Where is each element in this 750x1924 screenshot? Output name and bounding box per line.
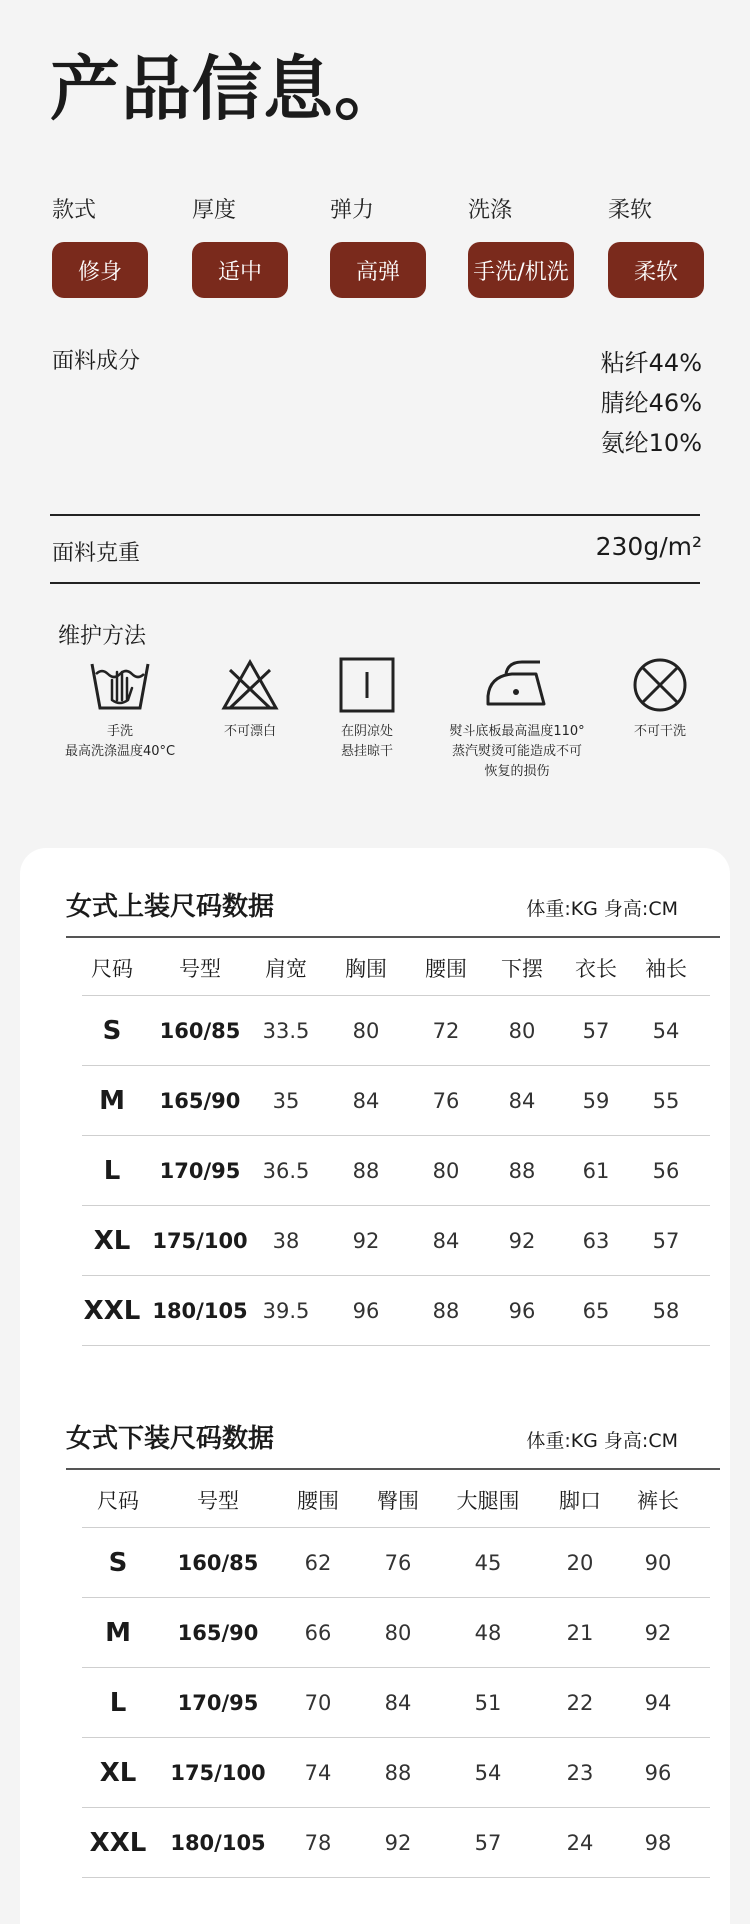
table-cell: 96 xyxy=(352,1298,380,1323)
size-cell: XXL xyxy=(83,1295,141,1326)
bottom-table-unit: 体重:KG 身高:CM xyxy=(526,1430,678,1452)
table-row xyxy=(82,1206,710,1276)
table-cell: 48 xyxy=(474,1620,502,1645)
table-cell: 39.5 xyxy=(262,1298,310,1323)
header-cell: 尺码 xyxy=(91,956,133,981)
table-header-row xyxy=(82,940,710,996)
bottom-size-table xyxy=(82,1472,710,1878)
header-cell: 下摆 xyxy=(501,956,543,981)
care-text: 蒸汽熨烫可能造成不可 xyxy=(451,744,582,759)
care-item-iron xyxy=(432,656,602,782)
size-cell: L xyxy=(109,1687,127,1718)
table-row xyxy=(82,1136,710,1206)
table-cell: 72 xyxy=(432,1018,460,1043)
table-cell: 70 xyxy=(304,1690,332,1715)
divider xyxy=(66,936,720,938)
care-text: 不可干洗 xyxy=(633,724,686,739)
header-cell: 号型 xyxy=(179,956,221,981)
table-cell: 56 xyxy=(652,1158,680,1183)
table-cell: 84 xyxy=(352,1088,380,1113)
care-item-no-bleach xyxy=(208,656,292,742)
size-cell: S xyxy=(108,1547,128,1578)
table-cell: 98 xyxy=(644,1830,672,1855)
care-item-hand-wash xyxy=(50,656,190,762)
table-cell: 24 xyxy=(566,1830,594,1855)
table-cell: 63 xyxy=(582,1228,610,1253)
top-size-table xyxy=(82,940,710,1346)
model-cell: 170/95 xyxy=(159,1158,241,1183)
fabric-value: 氨纶10% xyxy=(600,429,702,457)
table-header-row xyxy=(82,1472,710,1528)
size-cell: M xyxy=(99,1085,125,1116)
model-cell: 160/85 xyxy=(177,1550,259,1575)
attribute-chip: 柔软 xyxy=(608,242,704,298)
table-cell: 54 xyxy=(652,1018,680,1043)
table-cell: 76 xyxy=(432,1088,460,1113)
page-title: 产品信息。 xyxy=(50,48,405,130)
table-cell: 74 xyxy=(304,1760,332,1785)
table-cell: 57 xyxy=(474,1830,502,1855)
table-cell: 92 xyxy=(644,1620,672,1645)
header-cell: 腰围 xyxy=(297,1488,339,1513)
header-cell: 肩宽 xyxy=(265,956,307,981)
fabric-label: 面料成分 xyxy=(52,349,141,374)
table-cell: 96 xyxy=(644,1760,672,1785)
attribute-chip: 修身 xyxy=(52,242,148,298)
no-bleach-icon xyxy=(220,656,280,714)
header-cell: 号型 xyxy=(197,1488,239,1513)
divider xyxy=(66,1468,720,1470)
line-dry-shade-icon xyxy=(338,656,396,714)
table-row xyxy=(82,1808,710,1878)
table-cell: 78 xyxy=(304,1830,332,1855)
size-cell: M xyxy=(105,1617,131,1648)
attribute-softness xyxy=(608,196,708,285)
model-cell: 175/100 xyxy=(170,1760,266,1785)
table-row xyxy=(82,1276,710,1346)
hand-wash-icon xyxy=(88,656,152,714)
table-cell: 58 xyxy=(652,1298,680,1323)
table-cell: 92 xyxy=(352,1228,380,1253)
table-cell: 51 xyxy=(474,1690,502,1715)
attribute-label: 柔软 xyxy=(608,198,653,223)
care-title: 维护方法 xyxy=(58,624,147,649)
table-row xyxy=(82,1668,710,1738)
top-table-unit: 体重:KG 身高:CM xyxy=(526,898,678,920)
table-cell: 66 xyxy=(304,1620,332,1645)
table-cell: 84 xyxy=(384,1690,412,1715)
table-cell: 57 xyxy=(652,1228,680,1253)
top-table-title: 女式上装尺码数据 xyxy=(66,892,275,922)
table-cell: 22 xyxy=(566,1690,594,1715)
fabric-value: 粘纤44% xyxy=(600,349,702,377)
header-cell: 胸围 xyxy=(345,956,387,981)
table-cell: 33.5 xyxy=(262,1018,310,1043)
table-cell: 84 xyxy=(508,1088,536,1113)
fabric-composition xyxy=(601,343,702,463)
iron-icon xyxy=(482,656,552,714)
header-cell: 大腿围 xyxy=(456,1488,520,1513)
care-item-no-dry-clean xyxy=(620,656,700,742)
table-cell: 21 xyxy=(566,1620,594,1645)
care-text: 恢复的损伤 xyxy=(484,764,550,779)
model-cell: 180/105 xyxy=(152,1298,248,1323)
bottom-table-title: 女式下装尺码数据 xyxy=(66,1424,275,1454)
attribute-chip: 高弹 xyxy=(330,242,426,298)
attribute-label: 款式 xyxy=(52,198,97,223)
care-text: 最高洗涤温度40°C xyxy=(64,744,176,759)
table-row xyxy=(82,1066,710,1136)
attribute-label: 洗涤 xyxy=(468,198,513,223)
header-cell: 臀围 xyxy=(377,1488,419,1513)
header-cell: 袖长 xyxy=(645,956,687,981)
attribute-chip: 手洗/机洗 xyxy=(468,242,574,298)
model-cell: 165/90 xyxy=(177,1620,259,1645)
attribute-thickness xyxy=(192,196,292,285)
table-cell: 35 xyxy=(272,1088,300,1113)
size-cell: XL xyxy=(99,1757,137,1788)
table-cell: 90 xyxy=(644,1550,672,1575)
table-cell: 88 xyxy=(508,1158,536,1183)
divider xyxy=(50,514,700,516)
header-cell: 腰围 xyxy=(425,956,467,981)
size-cell: S xyxy=(102,1015,122,1046)
table-cell: 94 xyxy=(644,1690,672,1715)
attribute-style xyxy=(52,196,152,285)
care-item-line-dry xyxy=(322,656,412,762)
table-cell: 84 xyxy=(432,1228,460,1253)
table-cell: 88 xyxy=(432,1298,460,1323)
model-cell: 175/100 xyxy=(152,1228,248,1253)
attribute-label: 厚度 xyxy=(192,198,237,223)
table-row xyxy=(82,996,710,1066)
weight-value: 230g/m² xyxy=(595,532,702,561)
weight-label: 面料克重 xyxy=(52,541,141,566)
header-cell: 裤长 xyxy=(637,1488,679,1513)
attribute-chip: 适中 xyxy=(192,242,288,298)
model-cell: 165/90 xyxy=(159,1088,241,1113)
table-row xyxy=(82,1598,710,1668)
header-cell: 衣长 xyxy=(575,956,617,981)
table-cell: 45 xyxy=(474,1550,502,1575)
table-cell: 59 xyxy=(582,1088,610,1113)
table-cell: 62 xyxy=(304,1550,332,1575)
table-cell: 80 xyxy=(432,1158,460,1183)
attribute-washing xyxy=(468,196,578,285)
table-cell: 54 xyxy=(474,1760,502,1785)
table-cell: 20 xyxy=(566,1550,594,1575)
attribute-elasticity xyxy=(330,196,430,285)
care-text: 手洗 xyxy=(106,724,133,739)
table-cell: 38 xyxy=(272,1228,300,1253)
size-chart-card xyxy=(20,848,730,1924)
care-text: 熨斗底板最高温度110° xyxy=(449,724,585,739)
care-text: 在阴凉处 xyxy=(340,724,393,739)
table-cell: 61 xyxy=(582,1158,610,1183)
size-cell: L xyxy=(103,1155,121,1186)
care-text: 不可漂白 xyxy=(223,724,276,739)
header-cell: 尺码 xyxy=(97,1488,139,1513)
model-cell: 180/105 xyxy=(170,1830,266,1855)
no-dry-clean-icon xyxy=(631,656,689,714)
table-cell: 36.5 xyxy=(262,1158,310,1183)
table-cell: 57 xyxy=(582,1018,610,1043)
care-text: 悬挂晾干 xyxy=(340,744,393,759)
size-cell: XXL xyxy=(89,1827,147,1858)
table-cell: 96 xyxy=(508,1298,536,1323)
size-cell: XL xyxy=(93,1225,131,1256)
table-cell: 65 xyxy=(582,1298,610,1323)
table-cell: 92 xyxy=(384,1830,412,1855)
table-cell: 23 xyxy=(566,1760,594,1785)
fabric-value: 腈纶46% xyxy=(600,389,702,417)
model-cell: 160/85 xyxy=(159,1018,241,1043)
table-row xyxy=(82,1738,710,1808)
model-cell: 170/95 xyxy=(177,1690,259,1715)
divider xyxy=(50,582,700,584)
table-cell: 88 xyxy=(384,1760,412,1785)
table-cell: 55 xyxy=(652,1088,680,1113)
table-cell: 80 xyxy=(384,1620,412,1645)
header-cell: 脚口 xyxy=(559,1488,601,1513)
table-row xyxy=(82,1528,710,1598)
table-cell: 76 xyxy=(384,1550,412,1575)
table-cell: 92 xyxy=(508,1228,536,1253)
attribute-label: 弹力 xyxy=(330,198,375,223)
table-cell: 80 xyxy=(352,1018,380,1043)
table-cell: 88 xyxy=(352,1158,380,1183)
table-cell: 80 xyxy=(508,1018,536,1043)
